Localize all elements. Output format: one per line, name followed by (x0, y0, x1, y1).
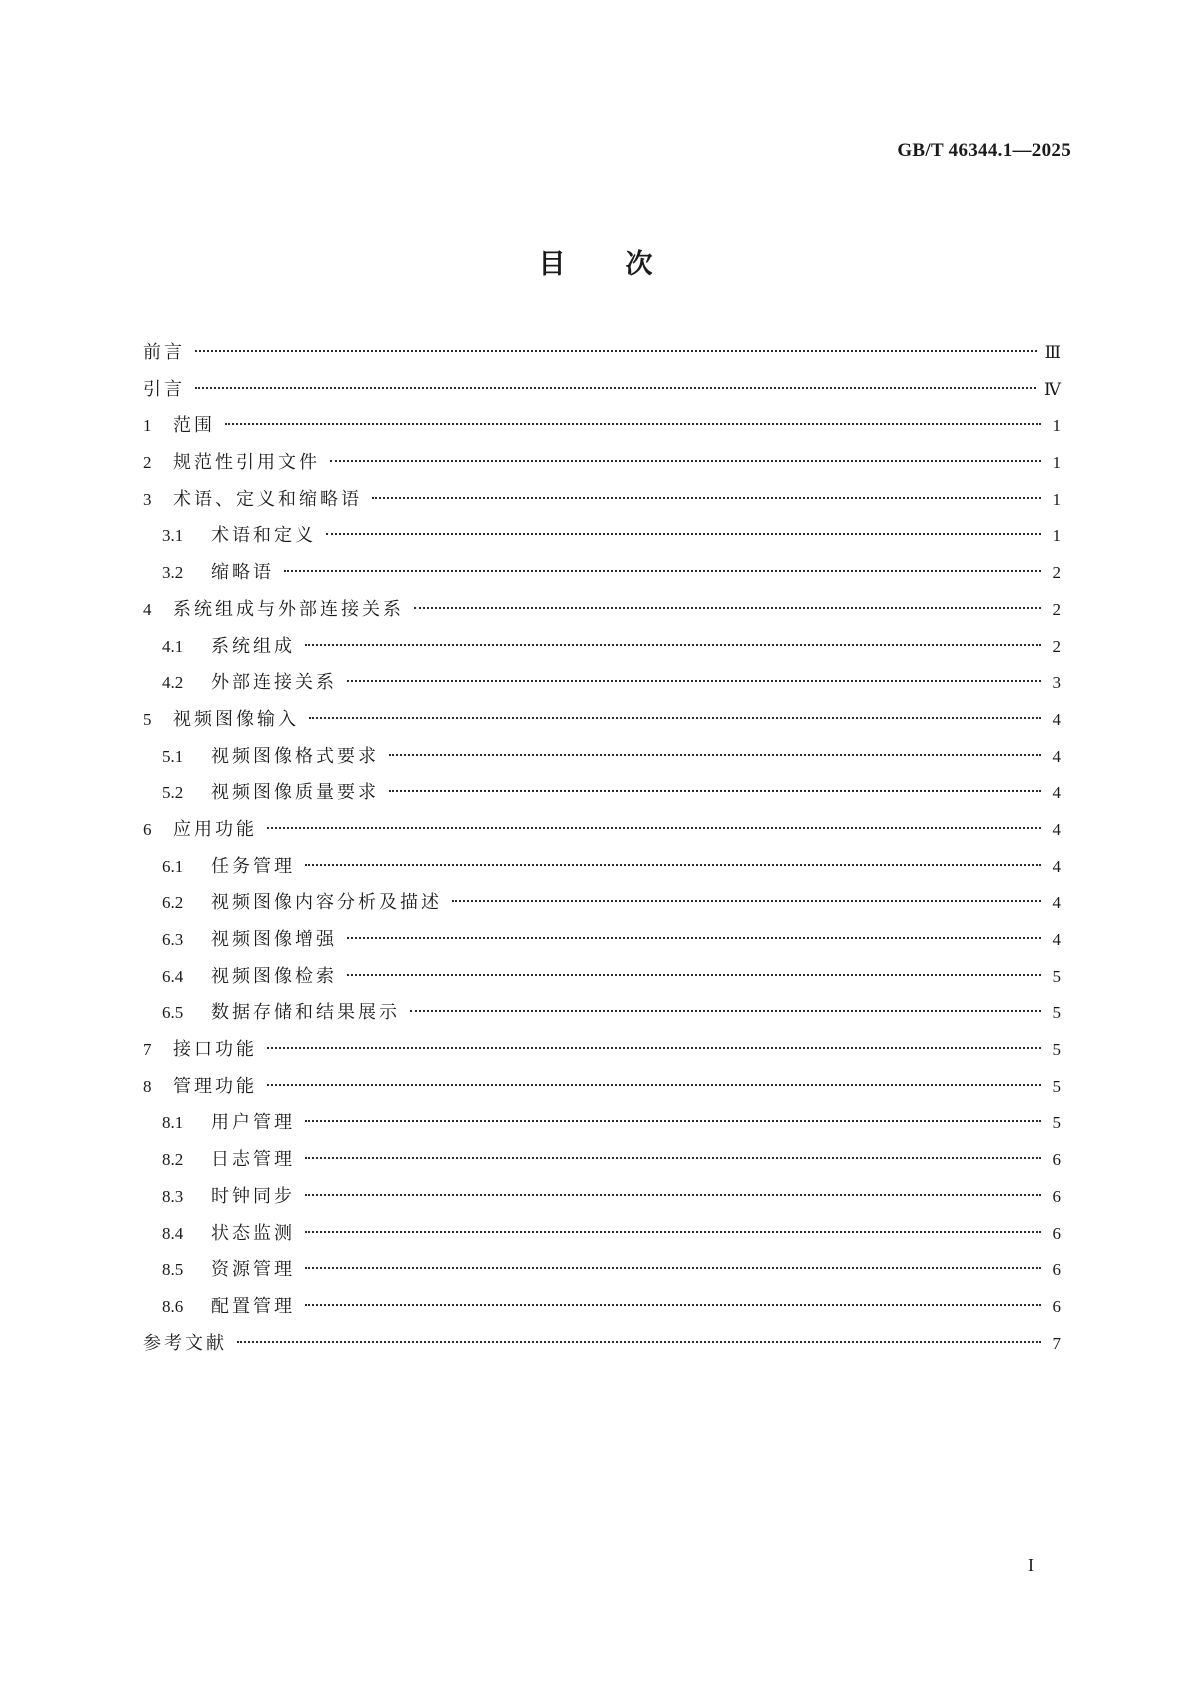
toc-entry-label: 规范性引用文件 (173, 452, 320, 474)
toc-entry-label: 参考文献 (143, 1332, 227, 1354)
toc-entry-page: 6 (1052, 1296, 1061, 1316)
toc-entry-label: 视频图像格式要求 (211, 745, 379, 767)
toc-entry[interactable] (143, 925, 1061, 962)
dot-leader (414, 607, 1041, 609)
dot-leader (305, 1304, 1041, 1306)
toc-entry-label: 资源管理 (211, 1259, 295, 1281)
toc-entry-page: 5 (1052, 1113, 1061, 1133)
dot-leader (284, 570, 1041, 572)
toc-entry-label: 范围 (173, 415, 215, 437)
toc-entry[interactable] (143, 375, 1061, 412)
toc-entry-label: 视频图像输入 (173, 708, 299, 730)
toc-entry[interactable] (143, 1255, 1061, 1292)
toc-entry-number: 7 (143, 1040, 152, 1060)
toc-entry-page: 1 (1052, 489, 1061, 509)
toc-entry-number: 5.2 (162, 783, 184, 803)
toc-entry-number: 6.3 (162, 930, 184, 949)
toc-entry-number: 8.3 (162, 1186, 184, 1206)
toc-entry-page: 4 (1052, 783, 1061, 803)
toc-entry-page: 6 (1052, 1223, 1061, 1243)
toc-entry-number: 8.1 (162, 1113, 184, 1133)
toc-entry-page: 6 (1052, 1260, 1061, 1280)
toc-entry-page: Ⅳ (1044, 379, 1061, 399)
toc-entry[interactable] (143, 448, 1061, 485)
dot-leader (195, 387, 1036, 389)
dot-leader (305, 1157, 1041, 1159)
toc-entry-page: 4 (1052, 819, 1061, 839)
toc-entry[interactable] (143, 962, 1061, 999)
toc-entry-number: 5 (143, 709, 152, 729)
dot-leader (237, 1341, 1041, 1343)
toc-entry-label: 视频图像检索 (211, 965, 337, 987)
toc-entry-page: 1 (1052, 526, 1061, 546)
dot-leader (347, 680, 1041, 682)
dot-leader (305, 1267, 1041, 1269)
toc-entry-label: 视频图像增强 (211, 929, 337, 950)
toc-entry-label: 任务管理 (211, 855, 295, 877)
toc-entry[interactable] (143, 815, 1061, 852)
toc-entry[interactable] (143, 338, 1061, 375)
toc-entry-label: 日志管理 (211, 1149, 295, 1171)
toc-entry-number: 3 (143, 489, 152, 509)
toc-entry-label: 时钟同步 (211, 1185, 295, 1207)
dot-leader (347, 937, 1041, 939)
toc-entry-label: 管理功能 (173, 1075, 257, 1097)
toc-entry[interactable] (143, 1072, 1061, 1109)
toc-entry-label: 引言 (143, 378, 185, 400)
toc-entry[interactable] (143, 1182, 1061, 1219)
toc-entry-page: 4 (1052, 893, 1061, 913)
toc-entry-page: 4 (1052, 746, 1061, 766)
page-number: I (1028, 1555, 1034, 1575)
toc-entry-number: 6.4 (162, 966, 184, 986)
toc-entry-number: 3.2 (162, 563, 184, 583)
dot-leader (195, 350, 1037, 352)
toc-entry[interactable] (143, 411, 1061, 448)
toc-entry[interactable] (143, 1145, 1061, 1182)
toc-entry-page: 6 (1052, 1150, 1061, 1170)
table-of-contents (143, 338, 1061, 1365)
dot-leader (267, 1084, 1041, 1086)
toc-entry-page: 2 (1052, 636, 1061, 656)
toc-entry-number: 8.5 (162, 1260, 184, 1280)
toc-entry[interactable] (143, 1292, 1061, 1329)
toc-entry[interactable] (143, 485, 1061, 522)
toc-entry-number: 2 (143, 453, 152, 473)
toc-entry-page: 7 (1052, 1333, 1061, 1353)
dot-leader (305, 1194, 1041, 1196)
toc-entry[interactable] (143, 521, 1061, 558)
toc-entry[interactable] (143, 595, 1061, 632)
toc-entry-page: 5 (1052, 966, 1061, 986)
toc-entry-number: 6.1 (162, 856, 184, 876)
toc-entry[interactable] (143, 852, 1061, 889)
toc-entry[interactable] (143, 1108, 1061, 1145)
dot-leader (389, 790, 1041, 792)
dot-leader (267, 1047, 1041, 1049)
dot-leader (452, 900, 1041, 902)
toc-entry-label: 接口功能 (173, 1039, 257, 1061)
toc-entry-page: 5 (1052, 1076, 1061, 1096)
toc-entry-label: 应用功能 (173, 818, 257, 840)
toc-entry-page: 5 (1052, 1003, 1061, 1023)
dot-leader (410, 1010, 1041, 1012)
dot-leader (305, 864, 1041, 866)
toc-entry-page: 1 (1052, 453, 1061, 473)
toc-entry-label: 外部连接关系 (211, 672, 337, 694)
toc-entry[interactable] (143, 668, 1061, 705)
toc-entry[interactable] (143, 888, 1061, 925)
toc-entry[interactable] (143, 632, 1061, 669)
toc-entry-label: 数据存储和结果展示 (211, 1002, 400, 1024)
dot-leader (309, 717, 1041, 719)
toc-entry[interactable] (143, 998, 1061, 1035)
toc-entry-label: 视频图像质量要求 (211, 782, 379, 804)
toc-entry-number: 1 (143, 416, 152, 436)
toc-entry-page: Ⅲ (1044, 343, 1061, 362)
toc-entry-label: 用户管理 (211, 1112, 295, 1134)
toc-entry-page: 2 (1052, 599, 1061, 619)
toc-entry-number: 4.2 (162, 673, 184, 693)
dot-leader (305, 1231, 1041, 1233)
toc-entry[interactable] (143, 742, 1061, 779)
dot-leader (347, 974, 1041, 976)
dot-leader (372, 497, 1041, 499)
toc-entry-number: 4.1 (162, 636, 184, 656)
toc-entry-number: 5.1 (162, 746, 184, 766)
toc-entry[interactable] (143, 558, 1061, 595)
toc-entry-number: 6.5 (162, 1003, 184, 1023)
toc-entry-page: 5 (1052, 1040, 1061, 1060)
dot-leader (267, 827, 1041, 829)
toc-entry-label: 视频图像内容分析及描述 (211, 892, 442, 914)
toc-entry-number: 8.6 (162, 1296, 184, 1316)
toc-entry[interactable] (143, 1219, 1061, 1256)
page-title: 目次 (538, 249, 713, 280)
dot-leader (225, 423, 1041, 425)
toc-entry-number: 6.2 (162, 893, 184, 913)
toc-entry-label: 前言 (143, 342, 185, 363)
dot-leader (305, 1120, 1041, 1122)
toc-entry-number: 8.2 (162, 1150, 184, 1170)
toc-entry-page: 1 (1052, 416, 1061, 436)
toc-entry-label: 系统组成 (211, 635, 295, 657)
dot-leader (326, 533, 1041, 535)
toc-entry-number: 8 (143, 1076, 152, 1096)
toc-entry-label: 缩略语 (211, 562, 274, 584)
toc-entry[interactable] (143, 1329, 1061, 1366)
toc-entry-page: 4 (1052, 856, 1061, 876)
toc-entry-page: 4 (1052, 709, 1061, 729)
toc-entry-label: 配置管理 (211, 1295, 295, 1317)
toc-entry-number: 4 (143, 599, 152, 619)
toc-entry-page: 4 (1052, 930, 1061, 949)
toc-entry-page: 3 (1052, 673, 1061, 693)
standard-number: GB/T 46344.1—2025 (897, 140, 1071, 161)
toc-entry[interactable] (143, 1035, 1061, 1072)
toc-entry-page: 6 (1052, 1186, 1061, 1206)
dot-leader (389, 754, 1041, 756)
toc-entry[interactable] (143, 778, 1061, 815)
toc-entry[interactable] (143, 705, 1061, 742)
toc-entry-number: 8.4 (162, 1223, 184, 1243)
toc-entry-number: 3.1 (162, 526, 184, 546)
toc-entry-label: 术语和定义 (211, 525, 316, 547)
toc-entry-page: 2 (1052, 563, 1061, 583)
dot-leader (305, 644, 1041, 646)
toc-entry-label: 状态监测 (211, 1222, 295, 1244)
dot-leader (330, 460, 1041, 462)
toc-entry-label: 术语、定义和缩略语 (173, 488, 362, 510)
toc-entry-label: 系统组成与外部连接关系 (173, 598, 404, 620)
toc-entry-number: 6 (143, 819, 152, 839)
